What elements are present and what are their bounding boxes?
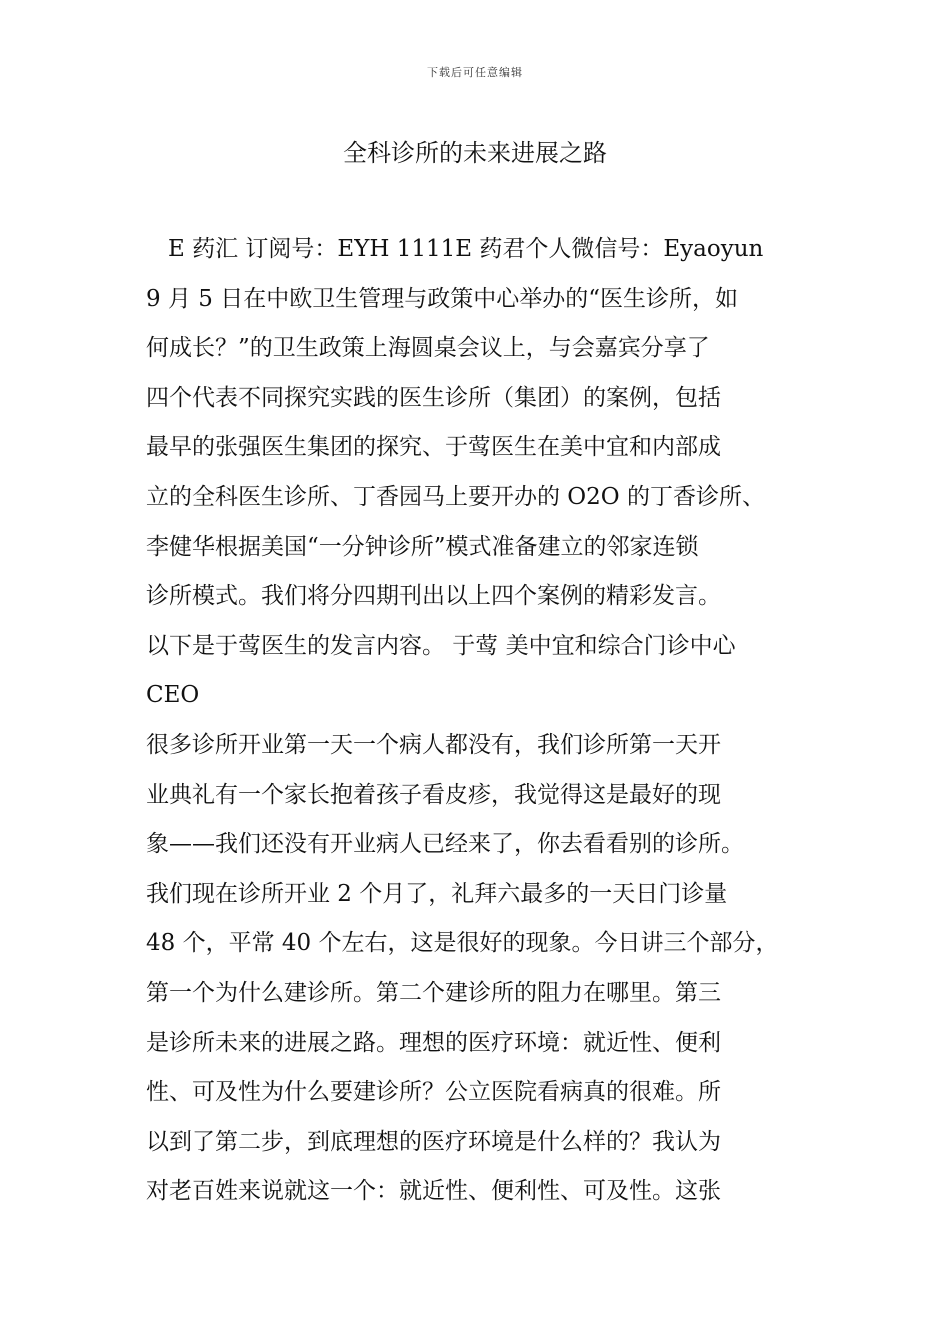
body-line: 48 个，平常 40 个左右，这是很好的现象。今日讲三个部分， [146, 930, 779, 957]
body-line: 四个代表不同探究实践的医生诊所（集团）的案例，包括 [146, 384, 721, 411]
body-line: 最早的张强医生集团的探究、于莺医生在美中宜和内部成 [146, 434, 721, 461]
body-line: 业典礼有一个家长抱着孩子看皮疹，我觉得这是最好的现 [146, 781, 721, 808]
body-line: CEO [146, 682, 200, 709]
body-line: 是诊所未来的进展之路。理想的医疗环境：就近性、便利 [146, 1029, 721, 1056]
body-line: 对老百姓来说就这一个：就近性、便利性、可及性。这张 [146, 1178, 721, 1205]
document-title: 全科诊所的未来进展之路 [343, 139, 607, 167]
body-line: 象——我们还没有开业病人已经来了，你去看看别的诊所。 [146, 831, 744, 858]
body-line: 我们现在诊所开业 2 个月了，礼拜六最多的一天日门诊量 [146, 880, 728, 907]
body-line: 立的全科医生诊所、丁香园马上要开办的 O2O 的丁香诊所、 [146, 483, 765, 510]
body-line: 何成长？”的卫生政策上海圆桌会议上，与会嘉宾分享了 [146, 335, 710, 362]
body-line: 诊所模式。我们将分四期刊出以上四个案例的精彩发言。 [146, 583, 721, 610]
header-note: 下载后可任意编辑 [427, 66, 523, 79]
body-line: 以到了第二步，到底理想的医疗环境是什么样的？我认为 [146, 1128, 721, 1155]
body-line: 以下是于莺医生的发言内容。 于莺 美中宜和综合门诊中心 [146, 632, 736, 659]
body-line: 第一个为什么建诊所。第二个建诊所的阻力在哪里。第三 [146, 979, 721, 1006]
document-body [146, 228, 826, 1220]
body-line: 性、可及性为什么要建诊所？公立医院看病真的很难。所 [146, 1079, 721, 1106]
body-line: 李健华根据美国“一分钟诊所”模式准备建立的邻家连锁 [146, 533, 699, 560]
body-line: E 药汇 订阅号：EYH 1111E 药君个人微信号：Eyaoyun [168, 236, 764, 262]
body-line: 9 月 5 日在中欧卫生管理与政策中心举办的“医生诊所，如 [146, 285, 738, 312]
body-line: 很多诊所开业第一天一个病人都没有，我们诊所第一天开 [146, 731, 721, 758]
